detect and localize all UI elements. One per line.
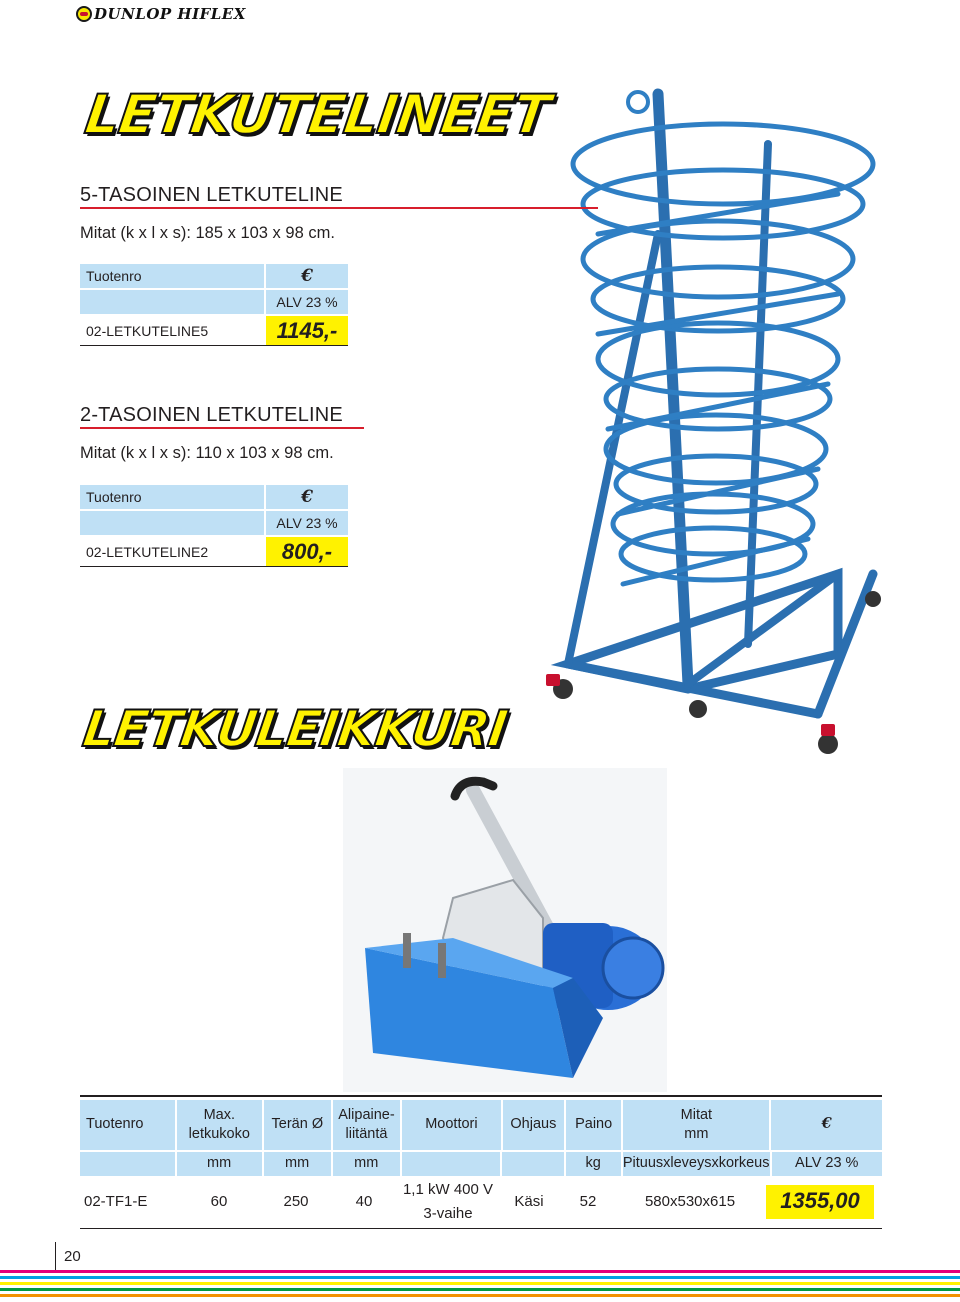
col-header-code: Tuotenro (80, 264, 264, 288)
col-header-euro-icon: € (266, 485, 348, 509)
product-2-dimensions: Mitat (k x l x s): 110 x 103 x 98 cm. (80, 444, 334, 462)
product-5-dimensions: Mitat (k x l x s): 185 x 103 x 98 cm. (80, 224, 335, 242)
hose-cutter-image (343, 768, 667, 1092)
table-unit-row (80, 1150, 882, 1176)
header-motor: Moottori (402, 1100, 501, 1150)
row-max-size: 60 (210, 1192, 228, 1210)
table-bottom-rule (80, 1228, 882, 1230)
cutter-spec-table (80, 1095, 882, 1229)
title-divider (80, 427, 364, 429)
header-control: Ohjaus (503, 1100, 564, 1150)
unit-max-size: mm (177, 1152, 262, 1176)
row-base: 40 (355, 1192, 373, 1210)
product-code: 02-LETKUTELINE2 (86, 543, 209, 560)
header-dimensions: Mitat mm (623, 1100, 769, 1150)
col-header-code: Tuotenro (80, 485, 264, 509)
unit-motor-empty (402, 1152, 501, 1176)
header-code: Tuotenro (80, 1100, 175, 1150)
header-blade-diameter: Terän Ø (264, 1100, 331, 1150)
hose-rack-image (538, 84, 884, 770)
unit-dimensions: Pituusxleveysxkorkeus (623, 1152, 770, 1176)
section-title-hose-cutter: LETKULEIKKURI (79, 700, 511, 758)
title-divider (80, 207, 598, 209)
vat-label: ALV 23 % (266, 511, 348, 535)
header-base-connection: Alipaine- liitäntä (333, 1100, 400, 1150)
header-euro-icon: € (771, 1100, 882, 1150)
header-max-size: Max. letkukoko (177, 1100, 262, 1150)
unit-weight: kg (566, 1152, 621, 1176)
footer-stripe-yellow (0, 1282, 960, 1285)
vat-spacer (80, 511, 264, 535)
unit-control-empty (502, 1152, 563, 1176)
table-row (80, 1176, 882, 1228)
product-code: 02-LETKUTELINE5 (86, 322, 209, 339)
product-5-title: 5-TASOINEN LETKUTELINE (80, 184, 343, 206)
unit-blade: mm (264, 1152, 331, 1176)
row-weight: 52 (579, 1192, 597, 1210)
row-price: 1355,00 (766, 1185, 874, 1219)
footer-stripe-orange (0, 1294, 960, 1297)
col-header-euro-icon: € (266, 264, 348, 288)
row-blade: 250 (283, 1192, 309, 1210)
row-control: Käsi (514, 1192, 544, 1210)
section-title-hose-stands: LETKUTELINEET (81, 83, 554, 146)
product-price: 800,- (266, 537, 348, 566)
footer-stripe-magenta (0, 1270, 960, 1273)
unit-base: mm (333, 1152, 400, 1176)
product-5-price-table (80, 264, 348, 346)
row-price-cell (764, 1176, 876, 1228)
row-motor: 1,1 kW 400 V 3-vaihe (402, 1181, 494, 1222)
unit-code-empty (80, 1152, 175, 1176)
vat-label: ALV 23 % (266, 290, 348, 314)
brand-logo (76, 4, 306, 24)
table-header-row (80, 1100, 882, 1150)
page-number: 20 (64, 1248, 81, 1265)
product-2-title: 2-TASOINEN LETKUTELINE (80, 404, 343, 426)
product-2-price-table (80, 485, 348, 567)
vat-spacer (80, 290, 264, 314)
product-price: 1145,- (266, 316, 348, 345)
row-dimensions: 580x530x615 (644, 1192, 736, 1210)
header-weight: Paino (566, 1100, 621, 1150)
page-number-divider (55, 1242, 56, 1270)
footer-stripe-cyan (0, 1276, 960, 1279)
row-code: 02-TF1-E (84, 1192, 148, 1210)
unit-vat: ALV 23 % (772, 1152, 883, 1176)
logo-emblem-icon (76, 6, 92, 22)
logo-text: DUNLOP HIFLEX (94, 5, 246, 23)
footer-stripe-green (0, 1288, 960, 1291)
